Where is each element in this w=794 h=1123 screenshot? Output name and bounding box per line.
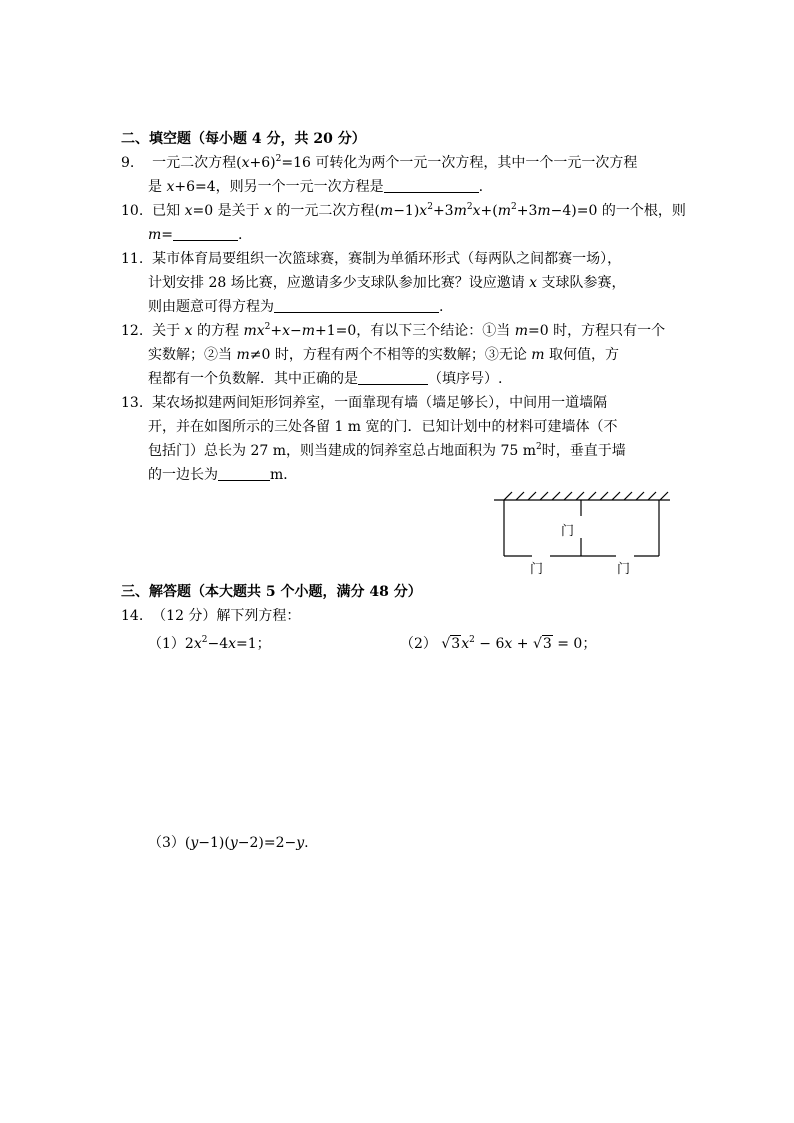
q10-line2: m= .: [148, 227, 243, 243]
q11-line2: 计划安排 28 场比赛，应邀请多少支球队参加比赛？设应邀请 x 支球队参赛，: [148, 275, 626, 291]
q9-number: 9.: [121, 155, 135, 171]
q13-number: 13.: [121, 395, 144, 411]
q13-line4: 的一边长为 m．: [148, 467, 298, 483]
wall-hatching: [504, 492, 668, 500]
section3-title: 三、解答题（本大题共 5 个小题，满分 48 分）: [121, 584, 422, 600]
door-label-middle: 门: [561, 524, 575, 539]
q10-number: 10.: [121, 203, 144, 219]
q13-line2: 开，并在如图所示的三处各留 1 m 宽的门．已知计划中的材料可建墙体（不: [148, 419, 618, 435]
q12-line2: 实数解；②当 m≠0 时，方程有两个不相等的实数解；③无论 m 取何值，方: [148, 347, 620, 363]
door-label-right: 门: [617, 562, 631, 577]
sqrt-symbol: √3: [441, 636, 461, 652]
door-label-left: 门: [530, 562, 544, 577]
q10-line1: 10. 已知 x=0 是关于 x 的一元二次方程$(m-1)x^2+3m^2x+(m^2+3m-4)=0$ 的一个根，则: [121, 202, 686, 219]
q14-part3: （3）(y−1)(y−2)=2−y.: [148, 835, 309, 851]
q9-answer-blank[interactable]: [384, 178, 479, 193]
q14-line1: 14. （12 分）解下列方程：: [121, 608, 301, 624]
q14-part1: $(1)2x^2-4x=1$；: [148, 635, 271, 652]
pen-diagram: [494, 490, 674, 580]
q11-number: 11.: [121, 251, 144, 267]
q13-line3: 包括门）总长为 27 m，则当建成的饲养室总占地面积为 75 $m^2$时，垂直于墙: [148, 442, 626, 459]
q9-line2: 是 x+6=4，则另一个一元一次方程是 .: [148, 179, 484, 195]
q12-answer-blank[interactable]: [358, 370, 428, 385]
q12-number: 12.: [121, 323, 144, 339]
q14-number: 14.: [121, 608, 144, 624]
q12-line3: 程都有一个负数解．其中正确的是 （填序号）.: [148, 371, 503, 387]
q12-line1: 12. 关于 x 的方程 $mx^2+x-m+1=0$，有以下三个结论：①当 m=0 时，方程只有一个: [121, 322, 666, 339]
pen-diagram-svg: [494, 490, 674, 580]
q13-answer-blank[interactable]: [218, 466, 270, 481]
q11-line1: 11. 某市体育局要组织一次篮球赛，赛制为单循环形式（每两队之间都赛一场），: [121, 251, 622, 267]
q11-line3: 则由题意可得方程为 .: [148, 299, 444, 315]
section2-title: 二、填空题（每小题 4 分，共 20 分）: [121, 131, 366, 147]
q14-part2: （2） $√3x^2 - 6x + √3 = 0$；: [400, 635, 597, 652]
q10-answer-blank[interactable]: [173, 226, 238, 241]
q13-line1: 13. 某农场拟建两间矩形饲养室，一面靠现有墙（墙足够长），中间用一道墙隔: [121, 395, 608, 411]
q11-answer-blank[interactable]: [274, 298, 439, 313]
q9-line1: 9. 一元二次方程$(x+6)^2=16$ 可转化为两个一元一次方程，其中一个一元一次方程: [121, 154, 638, 171]
sqrt-symbol-2: √3: [532, 636, 552, 652]
